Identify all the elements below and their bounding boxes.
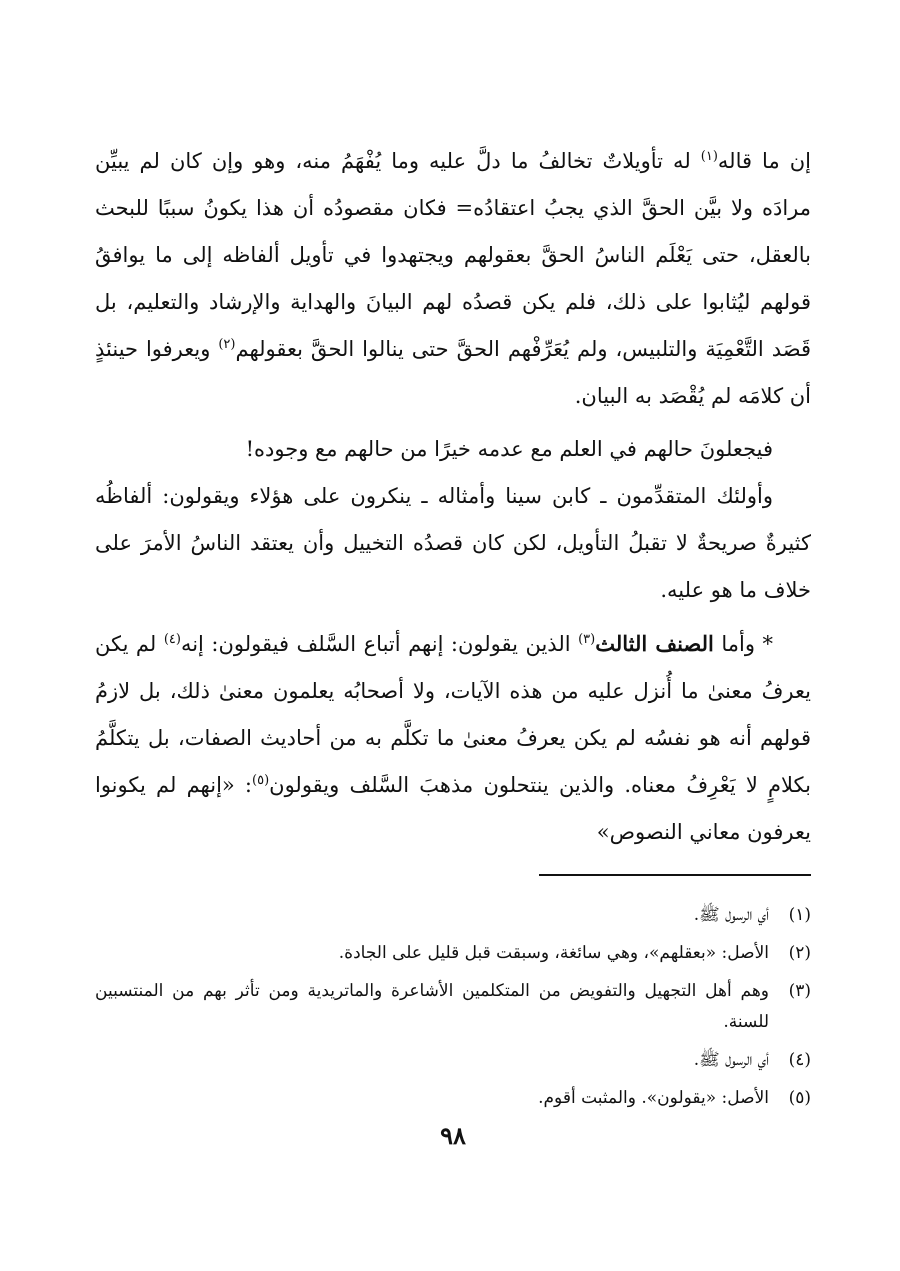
footnote-ref-1[interactable]: (١) xyxy=(700,149,718,164)
paragraph-3: وأولئك المتقدِّمون ـ كابن سينا وأمثاله ـ ينكرون على هؤلاء ويقولون: ألفاظُه كثيرةٌ صريحةٌ لا تقبلُ التأويل، لكن كان قصدُه التخييل وأن يعتقد الناسُ الأمرَ على خلاف ما هو عليه. xyxy=(95,484,811,602)
footnote-number: (١) xyxy=(788,905,811,925)
footnote-1 xyxy=(95,900,811,931)
footnotes xyxy=(95,900,811,1121)
footnote-text: وهم أهل التجهيل والتفويض من المتكلمين الأشاعرة والماتريدية ومن تأثر بهم من المنتسبين للسنة. xyxy=(95,981,769,1032)
footnote-5 xyxy=(95,1083,811,1114)
footnote-number: (٥) xyxy=(788,1088,811,1108)
footnote-text: الأصل: «بعقلهم»، وهي سائغة، وسبقت قبل قليل على الجادة. xyxy=(338,943,769,963)
paragraph-1: إن ما قاله$^{(١)}$ له تأويلاتٌ تخالفُ ما دلَّ عليه وما يُفْهَمُ منه، وهو وإن كان لم يبيِّن مرادَه ولا بيَّن الحقَّ الذي يجبُ اعتقادُه= فكان مقصودُه أن هذا يكونُ سببًا للبحث بالعقل، حتى يَعْلَم الناسُ الحقَّ بعقولهم ويجتهدوا في تأويل ألفاظه إلى ما يوافقُ قولهم ليُثابوا على ذلك، فلم يكن قصدُه لهم البيانَ والهداية والإرشاد والتعليم، بل قَصَد التَّعْمِيَة والتلبيس، ولم يُعَرِّفْهم الحقَّ حتى ينالوا الحقَّ بعقولهم$^{(٢)}$ ويعرفوا حينئذٍ أن كلامَه لم يُقْصَد به البيان. xyxy=(95,149,811,408)
footnote-number: (٣) xyxy=(788,981,811,1001)
footnote-2 xyxy=(95,938,811,969)
main-text xyxy=(95,138,811,856)
footnote-divider xyxy=(539,874,811,876)
footnote-text: أي الرسول ﷺ. xyxy=(693,905,769,925)
paragraph-2: فيجعلونَ حالهم في العلم مع عدمه خيرًا من حالهم مع وجوده! xyxy=(245,437,773,461)
footnote-text: أي الرسول ﷺ. xyxy=(693,1050,769,1070)
footnote-ref-5[interactable]: (٥) xyxy=(252,773,270,788)
footnote-ref-2[interactable]: (٢) xyxy=(218,337,236,352)
section-star-marker: * xyxy=(755,632,773,656)
footnote-4 xyxy=(95,1045,811,1076)
page-number: ٩٨ xyxy=(440,1121,466,1150)
footnote-text: الأصل: «يقولون». والمثبت أقوم. xyxy=(538,1088,769,1108)
paragraph-4: * وأما الصنف الثالث$^{(٣)}$ الذين يقولون: إنهم أتباع السَّلف فيقولون: إنه$^{(٤)}$ لم يكن يعرفُ معنىٰ ما أُنزل عليه من هذه الآيات، ولا أصحابُه يعلمون معنىٰ ذلك، بل لازمُ قولهم أنه هو نفسُه لم يكن يعرفُ معنىٰ ما تكلَّم به من أحاديث الصفات، بل يتكلَّمُ بكلامٍ لا يَعْرِفُ معناه. والذين ينتحلون مذهبَ السَّلف ويقولون$^{(٥)}$: «إنهم لم يكونوا يعرفون معاني النصوص» xyxy=(95,631,811,844)
footnote-3 xyxy=(95,976,811,1038)
document-page xyxy=(95,0,811,1271)
footnote-ref-3[interactable]: (٣) xyxy=(578,632,596,647)
footnote-number: (٢) xyxy=(788,943,811,963)
footnote-ref-4[interactable]: (٤) xyxy=(163,632,181,647)
footnote-number: (٤) xyxy=(788,1050,811,1070)
section-heading: الصنف الثالث xyxy=(595,631,714,656)
